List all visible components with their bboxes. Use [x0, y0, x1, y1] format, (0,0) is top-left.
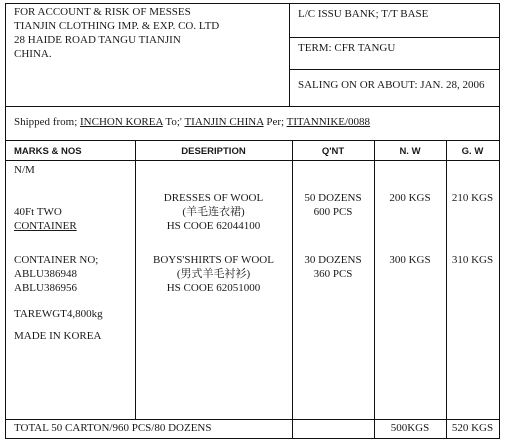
header-net-weight: N. W — [399, 146, 421, 157]
port-of-destination: TIANJIN CHINA — [184, 116, 264, 128]
header-description: DESERIPTION — [181, 146, 246, 157]
container-no-2: ABLU386956 — [14, 282, 77, 294]
line-col-3 — [374, 140, 375, 439]
line-total-top — [5, 419, 500, 420]
line-shipping-bottom — [5, 140, 500, 141]
container-label: CONTAINER — [14, 220, 77, 232]
tare-weight: TAREWGT4,800kg — [14, 308, 103, 320]
line-left — [5, 3, 6, 439]
header-gross-weight: G. W — [461, 146, 484, 157]
row-2-gross-weight: 310 KGS — [451, 254, 494, 266]
row-1-description-2: (羊毛连衣裙) — [182, 206, 245, 218]
total-gross-weight: 520 KGS — [451, 422, 494, 434]
row-1-description-1: DRESSES OF WOOL — [163, 192, 264, 204]
line-header-right-1 — [289, 37, 500, 38]
line-bottom — [5, 438, 500, 439]
line-header-divider — [289, 3, 290, 107]
container-no-label: CONTAINER NO; — [14, 254, 99, 266]
row-2-qty-dozens: 30 DOZENS — [304, 254, 362, 266]
total-net-weight: 500KGS — [390, 422, 430, 434]
address-line-1: 28 HAIDE ROAD TANGU TIANJIN — [14, 34, 181, 46]
line-top — [5, 3, 500, 4]
row-2-net-weight: 300 KGS — [389, 254, 431, 266]
company-name: TIANJIN CLOTHING IMP. & EXP. CO. LTD — [14, 20, 220, 32]
line-right — [499, 3, 500, 439]
row-1-hs-code: HS COOE 62044100 — [166, 220, 261, 232]
made-in: MADE IN KOREA — [14, 330, 102, 342]
container-no-1: ABLU386948 — [14, 268, 77, 280]
marks-nm: N/M — [14, 164, 35, 176]
vessel-name: TITANNIKE/0088 — [286, 116, 371, 128]
per-label: Per; — [266, 116, 285, 128]
shipping-line — [14, 116, 370, 129]
line-header-bottom — [5, 106, 500, 107]
line-header-right-2 — [289, 69, 500, 70]
line-col-2 — [292, 140, 293, 439]
for-account-text: FOR ACCOUNT & RISK OF MESSES — [14, 6, 191, 18]
row-1-qty-dozens: 50 DOZENS — [304, 192, 362, 204]
to-label: To;' — [165, 116, 182, 128]
container-size: 40Ft TWO — [14, 206, 62, 218]
row-1-qty-pcs: 600 PCS — [313, 206, 353, 218]
line-col-4 — [446, 140, 447, 439]
header-quantity: Q'NT — [321, 146, 345, 157]
line-table-header-bottom — [5, 160, 500, 161]
sailing-date: SALING ON OR ABOUT: JAN. 28, 2006 — [298, 79, 485, 91]
row-1-gross-weight: 210 KGS — [451, 192, 494, 204]
total-label: TOTAL 50 CARTON/960 PCS/80 DOZENS — [14, 422, 212, 434]
row-2-description-1: BOYS'SHIRTS OF WOOL — [153, 254, 274, 266]
shipped-from-label: Shipped from; — [14, 116, 78, 128]
header-marks-nos: MARKS & NOS — [14, 146, 82, 157]
row-2-qty-pcs: 360 PCS — [313, 268, 353, 280]
row-2-hs-code: HS COOE 62051000 — [166, 282, 261, 294]
row-1-net-weight: 200 KGS — [389, 192, 431, 204]
payment-term: TERM: CFR TANGU — [298, 42, 396, 54]
row-2-description-2: (男式羊毛衬衫) — [176, 268, 251, 280]
lc-issuing-bank: L/C ISSU BANK; T/T BASE — [298, 8, 429, 20]
port-of-loading: INCHON KOREA — [80, 116, 163, 128]
address-line-2: CHINA. — [14, 48, 52, 60]
